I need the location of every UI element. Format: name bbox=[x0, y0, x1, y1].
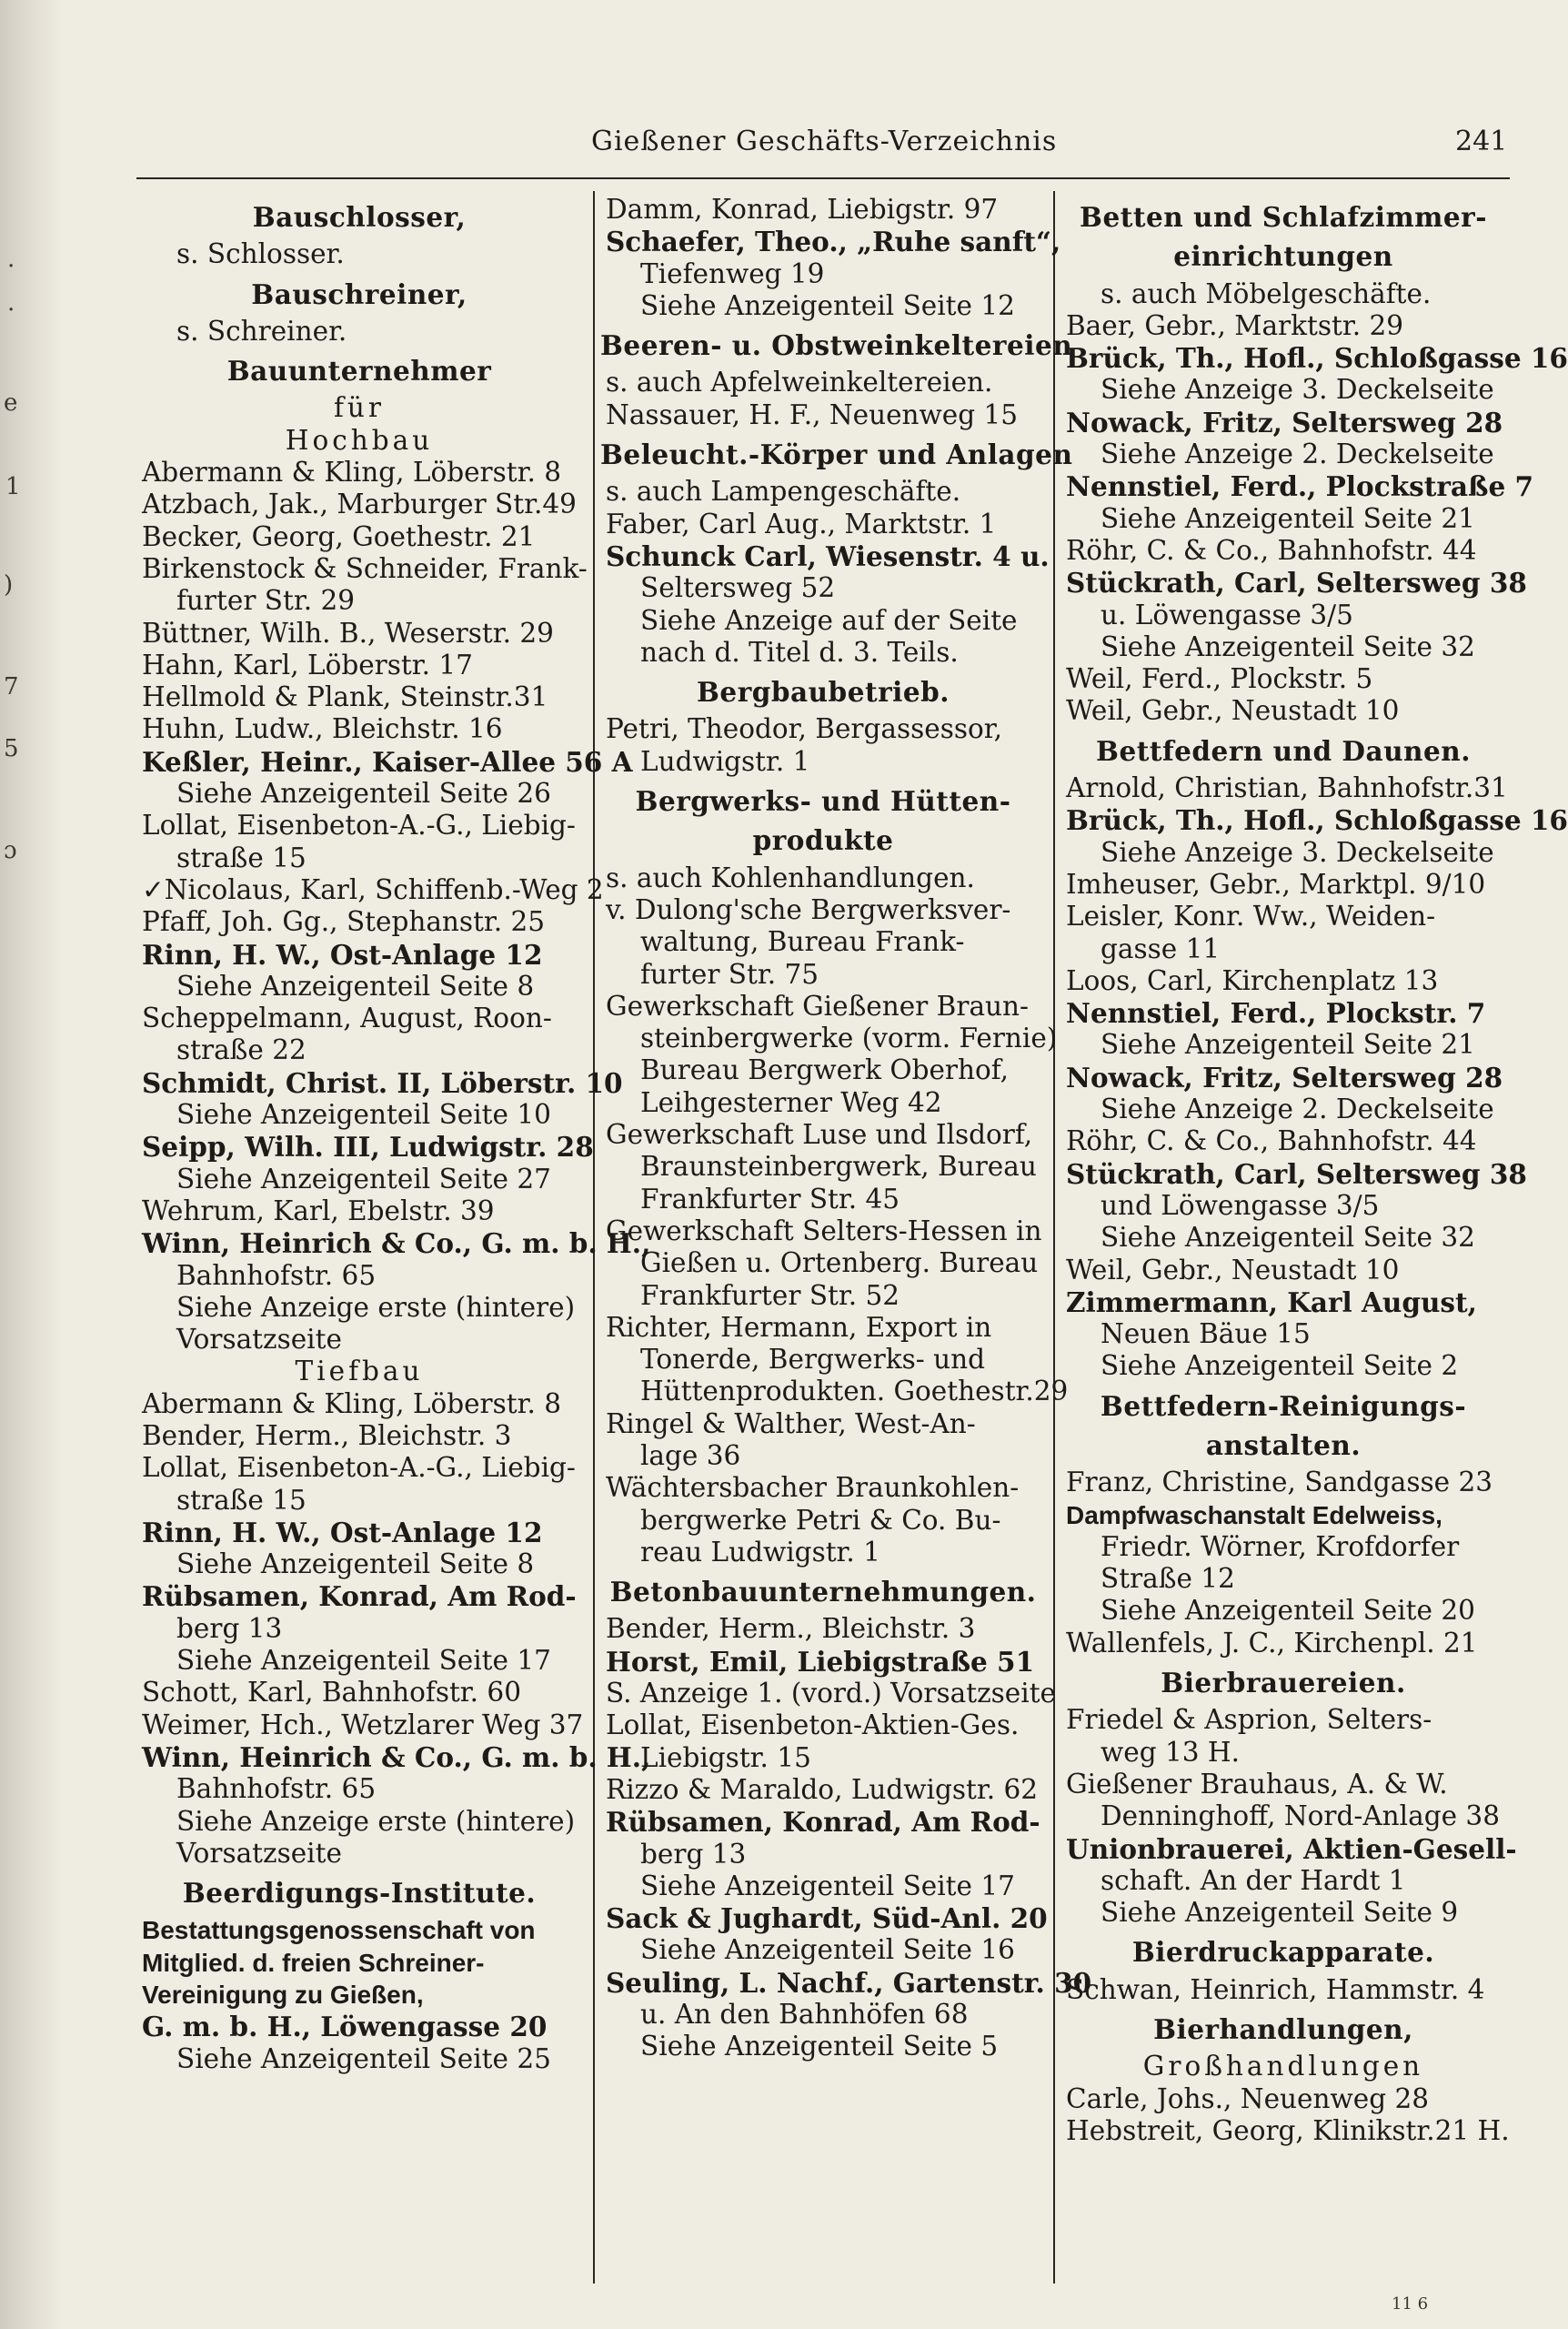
directory-entry: Stückrath, Carl, Seltersweg 38 bbox=[1066, 567, 1527, 600]
entry-continuation: u. Löwengasse 3/5 bbox=[1101, 599, 1353, 630]
directory-entry: Lollat, Eisenbeton-A.-G., Liebig- bbox=[142, 1452, 576, 1484]
subsection-label: Tiefbau bbox=[295, 1356, 424, 1387]
entry-continuation: straße 15 bbox=[176, 1484, 307, 1516]
section-heading: Bergwerks- und Hütten- bbox=[635, 785, 1011, 818]
directory-entry: s. auch Kohlenhandlungen. bbox=[606, 862, 975, 893]
entry-continuation: Siehe Anzeigenteil Seite 2 bbox=[1101, 1350, 1459, 1382]
entry-continuation: Siehe Anzeigenteil Seite 5 bbox=[640, 2031, 999, 2062]
entry-continuation: Ludwigstr. 1 bbox=[640, 745, 810, 777]
entry-continuation: Bahnhofstr. 65 bbox=[176, 1773, 377, 1805]
entry-continuation: Bureau Bergwerk Oberhof, bbox=[640, 1054, 1010, 1086]
page-header-title: Gießener Geschäfts-Verzeichnis bbox=[591, 126, 1058, 157]
entry-continuation: Leihgesterner Weg 42 bbox=[640, 1086, 942, 1118]
entry-continuation: Frankfurter Str. 52 bbox=[640, 1279, 900, 1311]
entry-continuation: s. Schreiner. bbox=[176, 315, 347, 347]
entry-continuation: Siehe Anzeigenteil Seite 32 bbox=[1101, 630, 1475, 662]
section-heading: Bergbaubetrieb. bbox=[697, 676, 950, 709]
directory-entry: Petri, Theodor, Bergassessor, bbox=[606, 713, 1003, 745]
directory-entry: Nowack, Fritz, Seltersweg 28 bbox=[1066, 406, 1503, 439]
entry-continuation: Denninghoff, Nord-Anlage 38 bbox=[1101, 1800, 1500, 1832]
entry-continuation: weg 13 H. bbox=[1101, 1736, 1240, 1768]
directory-entry: Abermann & Kling, Löberstr. 8 bbox=[142, 1387, 562, 1419]
directory-entry: Gewerkschaft Luse und Ilsdorf, bbox=[606, 1119, 1033, 1151]
section-heading: Bettfedern-Reinigungs- bbox=[1100, 1389, 1467, 1422]
entry-continuation: Siehe Anzeigenteil Seite 25 bbox=[176, 2042, 551, 2074]
section-heading: produkte bbox=[752, 824, 894, 857]
directory-entry: s. auch Apfelweinkeltereien. bbox=[606, 367, 993, 398]
directory-entry: Zimmermann, Karl August, bbox=[1066, 1285, 1477, 1318]
directory-entry: Unionbrauerei, Aktien-Gesell- bbox=[1066, 1832, 1517, 1865]
directory-entry: Lollat, Eisenbeton-A.-G., Liebig- bbox=[142, 810, 576, 842]
directory-entry: Bestattungsgenossenschaft von bbox=[142, 1916, 536, 1945]
directory-column-3 bbox=[1060, 194, 1568, 2147]
entry-continuation: Siehe Anzeige 3. Deckelseite bbox=[1101, 374, 1494, 406]
directory-entry: Winn, Heinrich & Co., G. m. b. H., bbox=[142, 1227, 651, 1260]
gutter-mark: ɔ bbox=[4, 837, 17, 864]
entry-continuation: Siehe Anzeigenteil Seite 10 bbox=[176, 1099, 551, 1131]
directory-entry: Ringel & Walther, West-An- bbox=[606, 1407, 976, 1439]
directory-entry: Nennstiel, Ferd., Plockstr. 7 bbox=[1066, 997, 1486, 1030]
section-heading: Betonbauunternehmungen. bbox=[609, 1576, 1037, 1608]
entry-continuation: Seltersweg 52 bbox=[640, 572, 836, 604]
directory-entry: Weil, Gebr., Neustadt 10 bbox=[1066, 695, 1400, 727]
entry-continuation: waltung, Bureau Frank- bbox=[640, 926, 965, 958]
directory-entry: S. Anzeige 1. (vord.) Vorsatzseite bbox=[606, 1678, 1057, 1709]
directory-entry: Mitglied. d. freien Schreiner- bbox=[142, 1948, 485, 1977]
directory-entry: Schmidt, Christ. II, Löberstr. 10 bbox=[142, 1066, 623, 1099]
entry-continuation: Vorsatzseite bbox=[176, 1837, 342, 1869]
section-heading: Beleucht.-Körper und Anlagen bbox=[600, 439, 1073, 471]
gutter-mark: ) bbox=[4, 571, 14, 599]
directory-entry: Gießener Brauhaus, A. & W. bbox=[1066, 1768, 1448, 1800]
directory-entry: Büttner, Wilh. B., Weserstr. 29 bbox=[142, 617, 554, 649]
entry-continuation: Hüttenprodukten. Goethestr.29 bbox=[640, 1376, 1069, 1407]
directory-entry: Gewerkschaft Gießener Braun- bbox=[606, 990, 1029, 1022]
directory-entry: Schwan, Heinrich, Hammstr. 4 bbox=[1066, 1973, 1485, 2005]
entry-continuation: berg 13 bbox=[640, 1838, 747, 1870]
entry-continuation: Vorsatzseite bbox=[176, 1324, 342, 1356]
directory-column-2 bbox=[600, 194, 1092, 2063]
entry-continuation: und Löwengasse 3/5 bbox=[1101, 1189, 1380, 1221]
directory-entry: Sack & Jughardt, Süd-Anl. 20 bbox=[606, 1902, 1048, 1935]
entry-continuation: Tiefenweg 19 bbox=[640, 257, 825, 289]
entry-continuation: Siehe Anzeigenteil Seite 9 bbox=[1101, 1897, 1459, 1929]
directory-entry: Richter, Hermann, Export in bbox=[606, 1311, 992, 1343]
gutter-mark: 1 bbox=[5, 473, 21, 500]
entry-continuation: Siehe Anzeigenteil Seite 26 bbox=[176, 778, 551, 810]
directory-entry: Hellmold & Plank, Steinstr.31 bbox=[142, 681, 548, 713]
entry-continuation: Siehe Anzeigenteil Seite 21 bbox=[1101, 1029, 1475, 1061]
entry-continuation: Siehe Anzeigenteil Seite 32 bbox=[1101, 1222, 1475, 1254]
section-heading: Bauschlosser, bbox=[252, 201, 467, 233]
directory-entry: Gewerkschaft Selters-Hessen in bbox=[606, 1215, 1042, 1246]
section-heading: Bauschreiner, bbox=[251, 277, 467, 310]
subsection-label: Hochbau bbox=[285, 424, 434, 456]
section-heading: Bierhandlungen, bbox=[1153, 2013, 1413, 2046]
directory-entry: Schott, Karl, Bahnhofstr. 60 bbox=[142, 1677, 521, 1709]
entry-continuation: Siehe Anzeigenteil Seite 20 bbox=[1101, 1595, 1475, 1627]
entry-continuation: Siehe Anzeige erste (hintere) bbox=[176, 1805, 576, 1837]
entry-continuation: bergwerke Petri & Co. Bu- bbox=[640, 1504, 1001, 1536]
header-rule bbox=[136, 177, 1510, 179]
subsection-label: Großhandlungen bbox=[1142, 2051, 1424, 2082]
section-heading: Beeren- u. Obstweinkeltereien bbox=[600, 329, 1073, 362]
entry-continuation: Friedr. Wörner, Krofdorfer bbox=[1101, 1530, 1460, 1562]
entry-continuation: Siehe Anzeigenteil Seite 21 bbox=[1101, 502, 1475, 534]
directory-entry: Lollat, Eisenbeton-Aktien-Ges. bbox=[606, 1709, 1020, 1741]
directory-entry: Seipp, Wilh. III, Ludwigstr. 28 bbox=[142, 1131, 594, 1164]
directory-entry: G. m. b. H., Löwengasse 20 bbox=[142, 2011, 548, 2043]
entry-continuation: reau Ludwigstr. 1 bbox=[640, 1536, 880, 1568]
directory-entry: Friedel & Asprion, Selters- bbox=[1066, 1704, 1432, 1736]
entry-continuation: Braunsteinbergwerk, Bureau bbox=[640, 1151, 1037, 1183]
entry-continuation: steinbergwerke (vorm. Fernie) bbox=[640, 1023, 1058, 1054]
entry-continuation: Siehe Anzeige 3. Deckelseite bbox=[1101, 836, 1494, 868]
entry-continuation: u. An den Bahnhöfen 68 bbox=[640, 1999, 969, 2031]
directory-entry: Rinn, H. W., Ost-Anlage 12 bbox=[142, 938, 543, 971]
entry-continuation: Siehe Anzeigenteil Seite 17 bbox=[176, 1645, 551, 1677]
entry-continuation: furter Str. 75 bbox=[640, 958, 819, 990]
entry-continuation: Siehe Anzeigenteil Seite 16 bbox=[640, 1934, 1015, 1966]
directory-entry: Leisler, Konr. Ww., Weiden- bbox=[1066, 901, 1436, 933]
entry-continuation: straße 22 bbox=[176, 1034, 307, 1066]
directory-entry: Rübsamen, Konrad, Am Rod- bbox=[606, 1806, 1040, 1839]
directory-entry: v. Dulong'sche Bergwerksver- bbox=[606, 893, 1011, 925]
directory-entry: Imheuser, Gebr., Marktpl. 9/10 bbox=[1066, 868, 1486, 900]
directory-entry: Arnold, Christian, Bahnhofstr.31 bbox=[1066, 772, 1508, 804]
directory-entry: Stückrath, Carl, Seltersweg 38 bbox=[1066, 1157, 1527, 1190]
directory-entry: Rizzo & Maraldo, Ludwigstr. 62 bbox=[606, 1773, 1039, 1805]
directory-entry: Schaefer, Theo., „Ruhe sanft“, bbox=[606, 226, 1061, 258]
entry-continuation: Siehe Anzeigenteil Seite 8 bbox=[176, 970, 535, 1002]
directory-entry: Röhr, C. & Co., Bahnhofstr. 44 bbox=[1066, 534, 1477, 566]
directory-entry: Carle, Johs., Neuenweg 28 bbox=[1066, 2082, 1429, 2114]
entry-continuation: straße 15 bbox=[176, 842, 307, 873]
directory-entry: Becker, Georg, Goethestr. 21 bbox=[142, 520, 536, 552]
directory-entry: Wächtersbacher Braunkohlen- bbox=[606, 1472, 1020, 1504]
directory-entry: Schunck Carl, Wiesenstr. 4 u. bbox=[606, 539, 1050, 572]
entry-continuation: berg 13 bbox=[176, 1612, 283, 1644]
gutter-mark: 7 bbox=[4, 673, 19, 701]
directory-entry: Huhn, Ludw., Bleichstr. 16 bbox=[142, 713, 503, 745]
directory-entry: Nassauer, H. F., Neuenweg 15 bbox=[606, 398, 1019, 430]
entry-continuation: Siehe Anzeige 2. Deckelseite bbox=[1101, 439, 1494, 470]
directory-entry: Röhr, C. & Co., Bahnhofstr. 44 bbox=[1066, 1125, 1477, 1157]
page-gutter-shadow bbox=[0, 0, 64, 2329]
entry-continuation: Siehe Anzeigenteil Seite 12 bbox=[640, 289, 1015, 321]
directory-entry: Hebstreit, Georg, Klinikstr.21 H. bbox=[1066, 2114, 1510, 2146]
directory-entry: Seuling, L. Nachf., Gartenstr. 30 bbox=[606, 1966, 1092, 1999]
subsection-label: für bbox=[333, 392, 386, 424]
entry-continuation: s. auch Möbelgeschäfte. bbox=[1101, 277, 1432, 309]
directory-column-1 bbox=[136, 194, 651, 2075]
directory-entry: Nowack, Fritz, Seltersweg 28 bbox=[1066, 1061, 1503, 1094]
directory-entry: Faber, Carl Aug., Marktstr. 1 bbox=[606, 508, 997, 539]
entry-continuation: Bahnhofstr. 65 bbox=[176, 1259, 377, 1291]
gutter-mark: . bbox=[7, 289, 15, 317]
directory-entry: Abermann & Kling, Löberstr. 8 bbox=[142, 457, 562, 489]
directory-entry: Weil, Ferd., Plockstr. 5 bbox=[1066, 663, 1373, 695]
directory-entry: s. auch Lampengeschäfte. bbox=[606, 476, 961, 508]
entry-continuation: Siehe Anzeigenteil Seite 27 bbox=[176, 1163, 551, 1195]
section-heading: Betten und Schlafzimmer- bbox=[1080, 201, 1487, 233]
entry-continuation: Siehe Anzeige 2. Deckelseite bbox=[1101, 1094, 1494, 1125]
directory-entry: Franz, Christine, Sandgasse 23 bbox=[1066, 1467, 1493, 1498]
entry-continuation: furter Str. 29 bbox=[176, 585, 356, 617]
entry-continuation: Liebigstr. 15 bbox=[640, 1741, 811, 1773]
directory-entry: Atzbach, Jak., Marburger Str.49 bbox=[142, 489, 577, 520]
entry-continuation: Frankfurter Str. 45 bbox=[640, 1183, 900, 1215]
entry-continuation: Siehe Anzeige auf der Seite bbox=[640, 604, 1018, 636]
directory-entry: Wallenfels, J. C., Kirchenpl. 21 bbox=[1066, 1627, 1478, 1659]
entry-continuation: lage 36 bbox=[640, 1439, 741, 1471]
directory-entry: Wehrum, Karl, Ebelstr. 39 bbox=[142, 1195, 495, 1226]
section-heading: anstalten. bbox=[1205, 1428, 1362, 1461]
directory-entry: Scheppelmann, August, Roon- bbox=[142, 1003, 552, 1034]
directory-entry: Bender, Herm., Bleichstr. 3 bbox=[606, 1613, 976, 1645]
footer-mark: 11 6 bbox=[1392, 2294, 1429, 2314]
directory-entry: Damm, Konrad, Liebigstr. 97 bbox=[606, 194, 999, 225]
directory-entry: ✓Nicolaus, Karl, Schiffenb.-Weg 2 bbox=[142, 873, 604, 905]
gutter-mark: . bbox=[7, 246, 15, 273]
directory-entry: Winn, Heinrich & Co., G. m. b. H., bbox=[142, 1740, 651, 1773]
directory-entry: Brück, Th., Hofl., Schloßgasse 16 bbox=[1066, 804, 1568, 837]
section-heading: Bettfedern und Daunen. bbox=[1096, 734, 1471, 767]
section-heading: Bierdruckapparate. bbox=[1131, 1936, 1435, 1969]
directory-entry: Baer, Gebr., Marktstr. 29 bbox=[1066, 309, 1404, 341]
directory-entry: Vereinigung zu Gießen, bbox=[142, 1981, 424, 2010]
directory-entry: Horst, Emil, Liebigstraße 51 bbox=[606, 1645, 1035, 1678]
section-heading: Bierbrauereien. bbox=[1161, 1667, 1406, 1699]
section-heading: Beerdigungs-Institute. bbox=[182, 1877, 537, 1910]
directory-entry: Birkenstock & Schneider, Frank- bbox=[142, 552, 588, 584]
section-heading: Bauunternehmer bbox=[226, 355, 492, 388]
entry-continuation: Siehe Anzeigenteil Seite 17 bbox=[640, 1870, 1015, 1901]
entry-continuation: nach d. Titel d. 3. Teils. bbox=[640, 636, 959, 668]
page-number: 241 bbox=[1455, 126, 1508, 157]
entry-continuation: s. Schlosser. bbox=[176, 238, 345, 270]
directory-entry: Rübsamen, Konrad, Am Rod- bbox=[142, 1580, 577, 1613]
directory-entry: Weil, Gebr., Neustadt 10 bbox=[1066, 1254, 1400, 1285]
gutter-mark: e bbox=[4, 389, 18, 417]
entry-continuation: gasse 11 bbox=[1101, 933, 1221, 964]
directory-entry: Keßler, Heinr., Kaiser-Allee 56 A bbox=[142, 745, 633, 778]
directory-entry: Rinn, H. W., Ost-Anlage 12 bbox=[142, 1516, 543, 1548]
entry-continuation: Gießen u. Ortenberg. Bureau bbox=[640, 1247, 1039, 1279]
entry-continuation: Tonerde, Bergwerks- und bbox=[640, 1344, 985, 1376]
entry-continuation: schaft. An der Hardt 1 bbox=[1101, 1864, 1406, 1896]
entry-continuation: Siehe Anzeige erste (hintere) bbox=[176, 1291, 576, 1323]
directory-entry: Weimer, Hch., Wetzlarer Weg 37 bbox=[142, 1709, 584, 1740]
entry-continuation: Siehe Anzeigenteil Seite 8 bbox=[176, 1548, 535, 1580]
entry-continuation: Neuen Bäue 15 bbox=[1101, 1318, 1311, 1350]
directory-entry: Hahn, Karl, Löberstr. 17 bbox=[142, 649, 473, 681]
directory-entry: Pfaff, Joh. Gg., Stephanstr. 25 bbox=[142, 906, 546, 938]
entry-continuation: Straße 12 bbox=[1101, 1563, 1235, 1595]
directory-entry: Dampfwaschanstalt Edelweiss, bbox=[1066, 1500, 1442, 1529]
directory-entry: Bender, Herm., Bleichstr. 3 bbox=[142, 1419, 512, 1451]
section-heading: einrichtungen bbox=[1173, 240, 1393, 273]
directory-entry: Brück, Th., Hofl., Schloßgasse 16 bbox=[1066, 342, 1568, 375]
directory-entry: Nennstiel, Ferd., Plockstraße 7 bbox=[1066, 470, 1534, 503]
gutter-mark: 5 bbox=[4, 735, 19, 762]
directory-entry: Loos, Carl, Kirchenplatz 13 bbox=[1066, 964, 1439, 996]
